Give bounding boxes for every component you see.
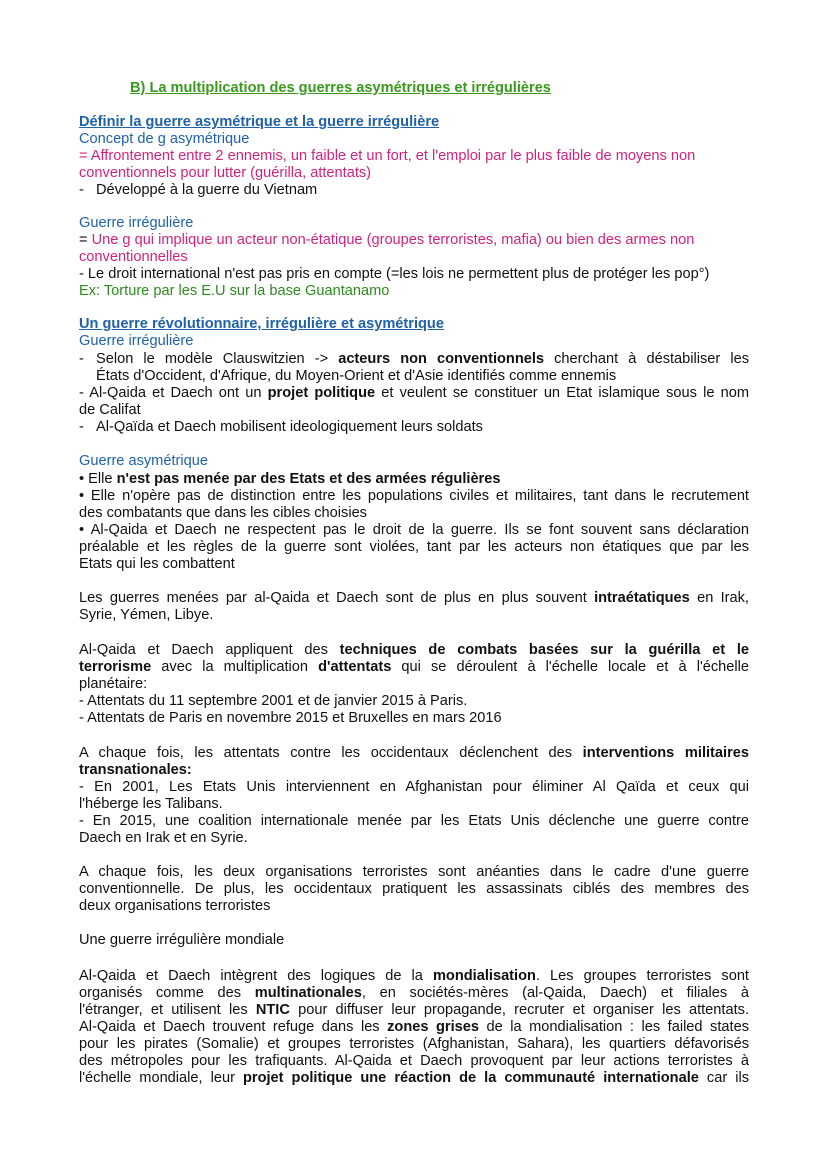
text-line: États d'Occident, d'Afrique, du Moyen-Orient et d'Asie identifiés comme ennemis bbox=[96, 368, 617, 384]
list-item: - Attentats de Paris en novembre 2015 et Bruxelles en mars 2016 bbox=[79, 710, 502, 726]
text-span: avec la multiplication bbox=[151, 659, 319, 675]
bold-text: mondialisation bbox=[432, 968, 536, 984]
paragraph-line: conventionnelle. De plus, les occidentaux pratiquent les assassinats ciblés des membres des bbox=[79, 881, 749, 897]
paragraph-line bbox=[79, 1002, 749, 1019]
bullet-item bbox=[79, 182, 749, 199]
text-span: Les guerres menées par al-Qaida et Daech sont de plus en plus souvent bbox=[79, 590, 595, 606]
paragraph-line: planétaire: bbox=[79, 676, 148, 692]
bullet-item bbox=[79, 419, 749, 436]
concept-label: Concept de g asymétrique bbox=[79, 131, 250, 147]
dash-bullet: - bbox=[79, 182, 84, 198]
bullet-text: Al-Qaïda et Daech mobilisent ideologiquement leurs soldats bbox=[96, 419, 483, 435]
text-line: des combatants que dans les cibles choisies bbox=[79, 505, 367, 521]
bold-text: terrorisme bbox=[79, 659, 152, 675]
text-span: Al-Qaida et Daech appliquent des bbox=[79, 642, 340, 658]
text-span: . Les groupes terroristes sont bbox=[535, 968, 749, 984]
text-span: Al-Qaida et Daech intègrent des logiques de la bbox=[79, 968, 433, 984]
text-span: de la mondialisation : les failed states bbox=[479, 1019, 749, 1035]
text-span: et veulent se constituer un Etat islamique sous le nom bbox=[375, 385, 749, 401]
irregular-definition-line bbox=[79, 232, 749, 249]
list-item: - Attentats du 11 septembre 2001 et de janvier 2015 à Paris. bbox=[79, 693, 468, 709]
list-item: - En 2015, une coalition internationale menée par les Etats Unis déclenche une guerre contre bbox=[79, 813, 749, 829]
bold-text: d'attentats bbox=[318, 659, 392, 675]
text-span: pour diffuser leur propagande, recruter et organiser les attentats. bbox=[289, 1002, 749, 1018]
paragraph-line: A chaque fois, les deux organisations terroristes sont anéanties dans le cadre d'une guerre bbox=[79, 864, 749, 880]
bold-text: projet politique bbox=[267, 385, 376, 401]
irregular-definition-line: conventionnelles bbox=[79, 249, 188, 265]
text-span: Selon le modèle Clauswitzien -> bbox=[96, 351, 339, 367]
bold-text: zones grises bbox=[387, 1019, 479, 1035]
text-span: Al-Qaida et Daech trouvent refuge dans les bbox=[79, 1019, 388, 1035]
asym-definition-line: = Affrontement entre 2 ennemis, un faible et un fort, et l'emploi par le plus faible de moyens non bbox=[79, 148, 696, 164]
text-line: Etats qui les combattent bbox=[79, 556, 235, 572]
paragraph-line bbox=[79, 1019, 749, 1036]
text-span: , en sociétés-mères (al-Qaida, Daech) et filiales à bbox=[361, 985, 749, 1001]
text-span: l'étranger, et utilisent les bbox=[79, 1002, 256, 1018]
text-line bbox=[79, 385, 749, 402]
paragraph-line: l'héberge les Talibans. bbox=[79, 796, 223, 812]
text-span: A chaque fois, les attentats contre les occidentaux déclenchent des bbox=[79, 745, 583, 761]
bold-text: interventions militaires bbox=[582, 745, 749, 761]
bold-text: NTIC bbox=[255, 1002, 290, 1018]
irregular-label: Guerre irrégulière bbox=[79, 333, 194, 349]
dash-bullet: - bbox=[79, 419, 84, 435]
text-line: de Califat bbox=[79, 402, 141, 418]
paragraph-line: deux organisations terroristes bbox=[79, 898, 271, 914]
text-span: qui se déroulent à l'échelle locale et à l'échelle bbox=[391, 659, 749, 675]
text-line: préalable et les règles de la guerre sont violées, tant par les acteurs non étatiques que par les bbox=[79, 539, 749, 555]
section-heading-definitions: Définir la guerre asymétrique et la guerre irrégulière bbox=[79, 114, 440, 130]
text-span: organisés comme des bbox=[79, 985, 255, 1001]
asym-definition-line: conventionnels pour lutter (guérilla, attentats) bbox=[79, 165, 372, 181]
bullet-item bbox=[79, 351, 749, 368]
bullet-item: • Elle n'opère pas de distinction entre les populations civiles et militaires, tant dans le recrutement bbox=[79, 488, 749, 504]
dash-bullet: - bbox=[79, 351, 84, 367]
bold-text: n'est pas menée par des Etats et des armées régulières bbox=[116, 471, 501, 487]
equals-sign: = bbox=[79, 232, 92, 248]
bold-text: acteurs non conventionnels bbox=[338, 351, 545, 367]
paragraph-line bbox=[79, 659, 749, 676]
paragraph-line bbox=[79, 642, 749, 659]
irregular-definition-text: Une g qui implique un acteur non-étatique (groupes terroristes, mafia) ou bien des armes non bbox=[91, 232, 695, 248]
section-heading-revolutionary: Un guerre révolutionnaire, irrégulière et asymétrique bbox=[79, 316, 444, 332]
paragraph-line bbox=[79, 590, 749, 607]
text-span: l'échelle mondiale, leur bbox=[79, 1070, 243, 1086]
text-span: - Al-Qaida et Daech ont un bbox=[79, 385, 268, 401]
bold-text: intraétatiques bbox=[594, 590, 690, 606]
list-item: - En 2001, Les Etats Unis interviennent en Afghanistan pour éliminer Al Qaïda et ceux qui bbox=[79, 779, 749, 795]
bold-text: transnationales: bbox=[79, 762, 192, 778]
example-line: Ex: Torture par les E.U sur la base Guantanamo bbox=[79, 283, 390, 299]
text-span: • Elle bbox=[79, 471, 117, 487]
paragraph-line: Syrie, Yémen, Libye. bbox=[79, 607, 214, 623]
paragraph-line bbox=[79, 968, 749, 985]
page-title: B) La multiplication des guerres asymétriques et irrégulières bbox=[130, 80, 551, 96]
bullet-item bbox=[79, 471, 749, 488]
irregular-label: Guerre irrégulière bbox=[79, 215, 194, 231]
text-line: - Le droit international n'est pas pris en compte (=les lois ne permettent plus de protéger les pop°) bbox=[79, 266, 710, 282]
bullet-item: • Al-Qaida et Daech ne respectent pas le droit de la guerre. Ils se font souvent sans déclaration bbox=[79, 522, 749, 538]
subheading-line: Une guerre irrégulière mondiale bbox=[79, 932, 285, 948]
paragraph-line bbox=[79, 762, 749, 779]
bold-text: multinationales bbox=[254, 985, 362, 1001]
paragraph-line: pour les pirates (Somalie) et groupes terroristes (Afghanistan, Sahara), les quartiers défavorisés bbox=[79, 1036, 749, 1052]
text-span: car ils bbox=[698, 1070, 749, 1086]
bullet-text: Développé à la guerre du Vietnam bbox=[96, 182, 318, 198]
text-span: en Irak, bbox=[689, 590, 749, 606]
paragraph-line bbox=[79, 1070, 749, 1087]
bold-text: techniques de combats basées sur la guérilla et le bbox=[339, 642, 750, 658]
paragraph-line bbox=[79, 745, 749, 762]
paragraph-line: des métropoles pour les trafiquants. Al-Qaida et Daech provoquent par leur actions terroristes à bbox=[79, 1053, 749, 1069]
bold-text: projet politique une réaction de la communauté internationale bbox=[242, 1070, 699, 1086]
paragraph-line bbox=[79, 985, 749, 1002]
text-span: cherchant à déstabiliser les bbox=[544, 351, 750, 367]
paragraph-line: Daech en Irak et en Syrie. bbox=[79, 830, 248, 846]
asymmetric-label: Guerre asymétrique bbox=[79, 453, 208, 469]
